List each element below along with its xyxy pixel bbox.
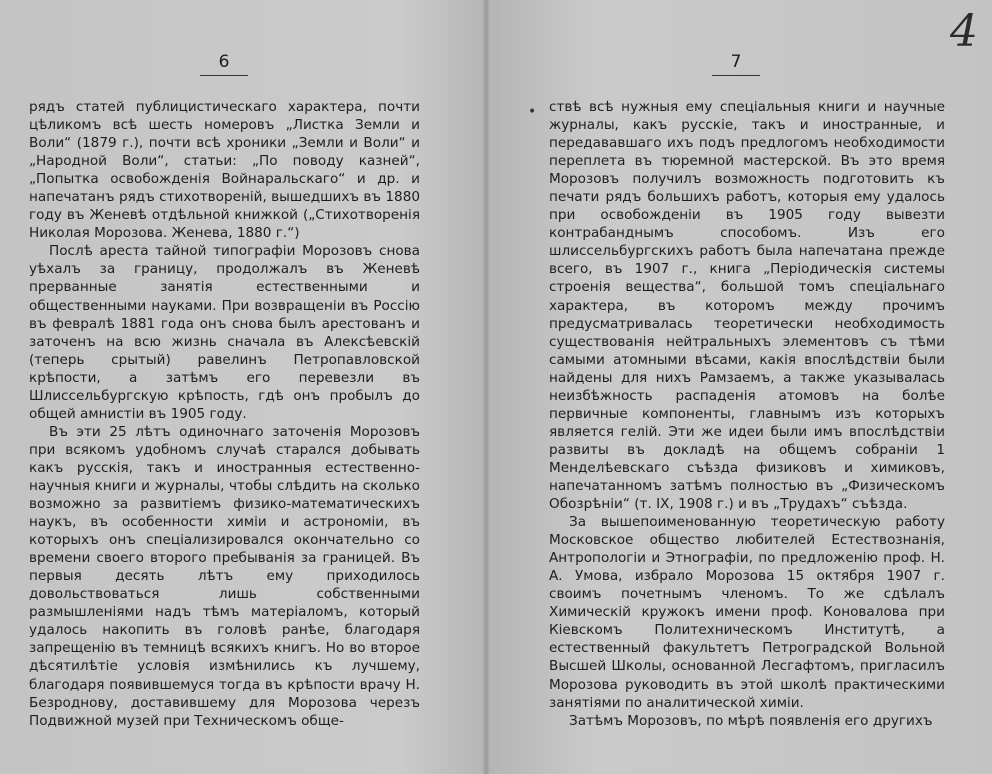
paragraph-left-1: рядъ статей публицистическаго характера, почти цѣликомъ всѣ шесть номеровъ „Листка Земли и Воли“ (1879 г.), почти всѣ хроники „Земли и Воли“ и „Народной Воли“, статьи: „По поводу казней“, „Попытка освобожденія Войнаральскаго“ и др. и напечатанъ рядъ стихотвореній, вышедшихъ въ 1880 году въ Женевѣ отдѣльной книжкой („Стихотворенія Николая Морозова. Женева, 1880 г.“) xyxy=(29,99,420,242)
paragraph-left-2: Послѣ ареста тайной типографіи Морозовъ снова уѣхалъ за границу, продолжалъ въ Женевѣ прерванные занятія естественными и общественными науками. При возвращеніи въ Россію въ февралѣ 1881 года онъ снова былъ арестованъ и заточенъ на всю жизнь сначала въ Алексѣевскій (теперь срытый) равелинъ Петропавловской крѣпости, а затѣмъ его перевезли въ Шлиссельбургскую крѣпость, гдѣ онъ пробылъ до общей амнистіи въ 1905 году. xyxy=(29,243,420,422)
handwritten-page-mark: 4 xyxy=(950,6,978,57)
right-page-text xyxy=(549,98,945,730)
paragraph-right-3: Затѣмъ Морозовъ, по мѣрѣ появленія его другихъ xyxy=(569,712,933,729)
paragraph-left-3: Въ эти 25 лѣтъ одиночнаго заточенія Морозовъ при всякомъ удобномъ случаѣ старался добывать какъ русскія, такъ и иностранныя естественно-научныя книги и журналы, чтобы слѣдить на сколько возможно за развитіемъ физико-математическихъ наукъ, въ особенности химіи и астрономіи, въ которыхъ онъ спеціализировался окончательно со времени своего второго пребыванія за границей. Въ первыя десять лѣтъ ему приходилось довольствоваться лишь собственными размышленіями надъ тѣмъ матеріаломъ, который удалось накопить въ головѣ ранѣе, благодаря запрещенію въ темницѣ всякихъ книгъ. Но во второе дѣсятилѣтіе условія измѣнились къ лучшему, благодаря появившемуся тогда въ крѣпости врачу Н. Безроднову, доставившему для Морозова черезъ Подвижной музей при Техническомъ обще- xyxy=(29,423,420,729)
paragraph-right-2: За вышепоименованную теоретическую работу Московское общество любителей Естествознанія, Антропологіи и Этнографіи, по предложенію проф. Н. А. Умова, избрало Морозова 15 октября 1907 г. своимъ почетнымъ членомъ. То же сдѣлалъ Химическій кружокъ имени проф. Коновалова при Кіевскомъ Политехническомъ Институтѣ, а естественный факультетъ Петроградской Вольной Высшей Школы, основанной Лесгафтомъ, пригласилъ Морозова руководить въ этой школѣ практическими занятіями по аналитической химіи. xyxy=(549,514,945,711)
left-page xyxy=(0,0,486,774)
margin-dot-icon: • xyxy=(528,104,537,120)
right-page xyxy=(486,0,992,774)
page-number-left: 6 xyxy=(218,52,230,72)
page-number-rule-left xyxy=(200,75,248,76)
page-number-right: 7 xyxy=(730,52,742,72)
page-number-rule-right xyxy=(712,75,760,76)
left-page-text xyxy=(29,98,420,730)
paragraph-right-1: ствѣ всѣ нужныя ему спеціальныя книги и научные журналы, какъ русскіе, такъ и иностранные, и передававшаго ихъ подъ предлогомъ необходимости переплета въ тюремной мастерской. Въ это время Морозовъ получилъ возможность подготовить къ печати рядъ большихъ работъ, которыя ему удалось при освобожденіи въ 1905 году вывезти контрабанднымъ способомъ. Изъ его шлиссельбургскихъ работъ была напечатана прежде всего, въ 1907 г., книга „Періодическія системы строенія вещества“, большой томъ спеціальнаго характера, въ которомъ между прочимъ предусматривалась теоретически необходимость существованія нейтральныхъ элементовъ съ тѣми самыми атомными вѣсами, какія впослѣдствіи были найдены для нихъ Рамзаемъ, а также указывалась неизбѣжность распаденія атомовъ на болѣе первичные компоненты, главнымъ изъ которыхъ является гелій. Эти же идеи были имъ впослѣдствіи развиты въ докладѣ на общемъ собраніи 1 Менделѣевскаго съѣзда физиковъ и химиковъ, напечатанномъ затѣмъ полностью въ „Физическомъ Обозрѣніи“ (т. IX, 1908 г.) и въ „Трудахъ“ съѣзда. xyxy=(549,99,945,513)
